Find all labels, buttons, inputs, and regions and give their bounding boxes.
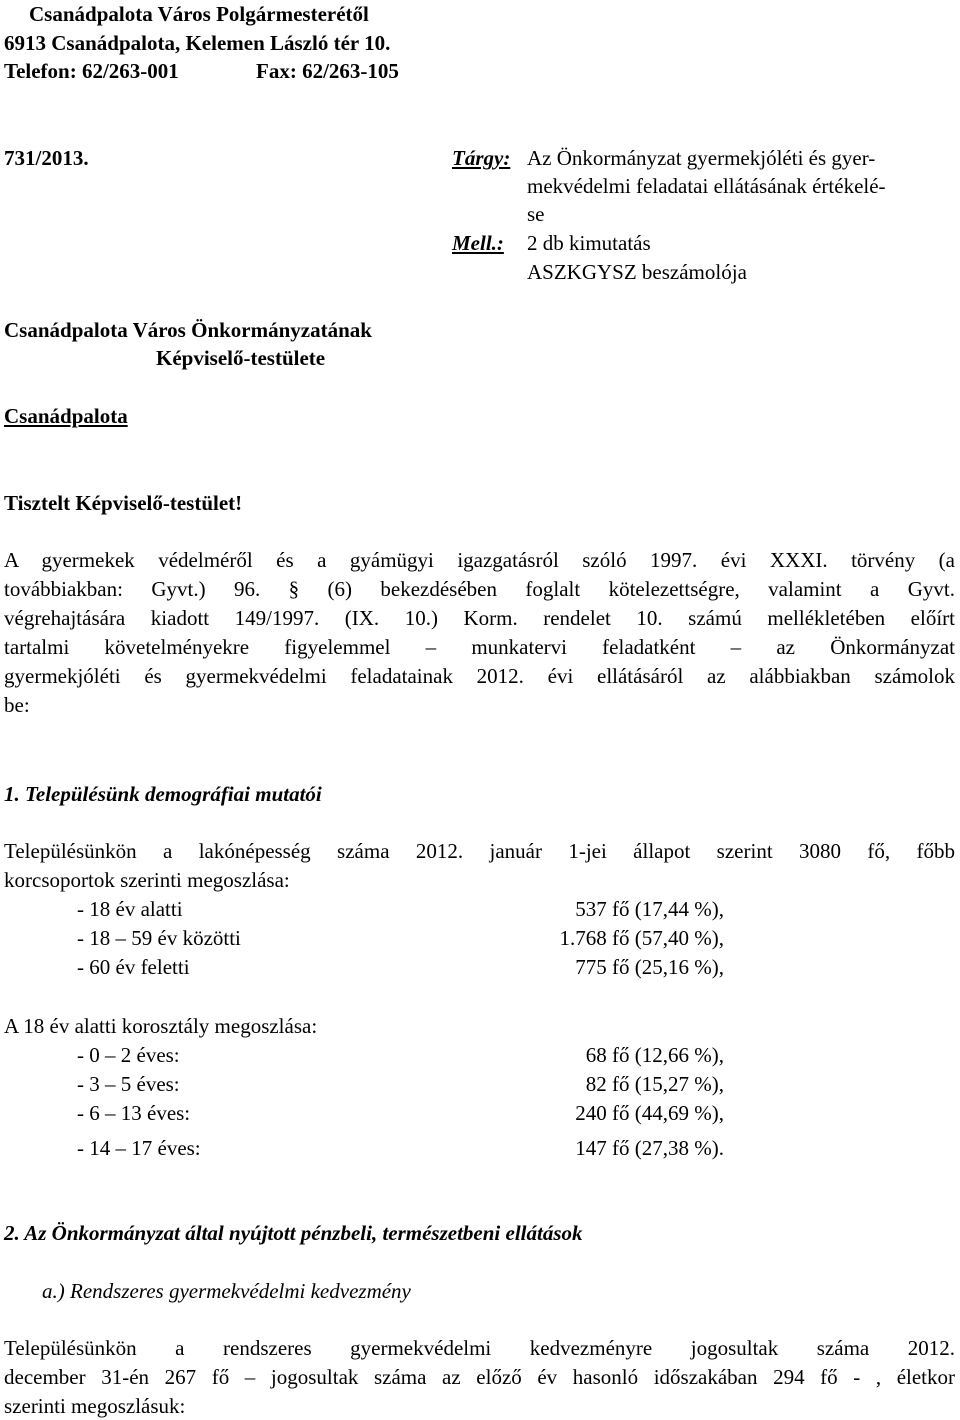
minor-group-value: 68 fő (12,66 %), [585, 1043, 724, 1067]
age-group-value: 537 fő (17,44 %), [575, 897, 724, 921]
section-heading: 2. Az Önkormányzat által nyújtott pénzbeli, természetbeni ellátások [4, 1221, 583, 1245]
sub-heading: A 18 év alatti korosztály megoszlása: [4, 1014, 318, 1038]
sender-phone: Telefon: 62/263-001 [4, 59, 179, 83]
paragraph-line: Településünkön a rendszeres gyermekvédelmi kedvezményre jogosultak száma 2012. [4, 1336, 955, 1360]
addressee-city: Csanádpalota [4, 404, 128, 428]
addressee-line: Csanádpalota Város Önkormányzatának [4, 318, 372, 342]
minor-group-value: 82 fő (15,27 %), [585, 1072, 724, 1096]
paragraph-line: szerinti megoszlásuk: [4, 1394, 186, 1418]
intro-line: be: [4, 693, 30, 717]
attachment-label: Mell.: [452, 231, 504, 255]
salutation: Tisztelt Képviselő-testület! [4, 491, 243, 515]
section-heading: 1. Településünk demográfiai mutatói [4, 782, 322, 806]
intro-line: végrehajtására kiadott 149/1997. (IX. 10.) Korm. rendelet 10. számú mellékletében előírt [4, 606, 955, 630]
intro-line: továbbiakban: Gyvt.) 96. § (6) bekezdésében foglalt kötelezettségre, valamint a Gyvt. [4, 577, 955, 601]
age-group-value: 775 fő (25,16 %), [575, 955, 724, 979]
subject-line: se [527, 202, 545, 226]
subject-label: Tárgy: [452, 146, 511, 170]
age-group-label: - 60 év feletti [77, 955, 190, 979]
intro-line: tartalmi követelményekre figyelemmel – munkatervi feladatként – az Önkormányzat [4, 635, 955, 659]
age-group-value: 1.768 fő (57,40 %), [559, 926, 724, 950]
minor-group-value: 240 fő (44,69 %), [575, 1101, 724, 1125]
intro-line: A gyermekek védelméről és a gyámügyi igazgatásról szóló 1997. évi XXXI. törvény (a [4, 548, 955, 572]
attachment-line: ASZKGYSZ beszámolója [527, 260, 747, 284]
sender-fax: Fax: 62/263-105 [256, 59, 399, 83]
intro-line: gyermekjóléti és gyermekvédelmi feladatainak 2012. évi ellátásáról az alábbiakban számolok [4, 664, 955, 688]
paragraph-line: december 31-én 267 fő – jogosultak száma az előző év hasonló időszakában 294 fő - , életkor [4, 1365, 955, 1389]
subject-line: mekvédelmi feladatai ellátásának értékelé- [527, 174, 886, 198]
minor-group-label: - 6 – 13 éves: [77, 1101, 191, 1125]
subject-line: Az Önkormányzat gyermekjóléti és gyer- [527, 146, 876, 170]
minor-group-label: - 3 – 5 éves: [77, 1072, 180, 1096]
addressee-line: Képviselő-testülete [156, 346, 326, 370]
sender-line: Csanádpalota Város Polgármesterétől [29, 2, 369, 26]
section-subheading: a.) Rendszeres gyermekvédelmi kedvezmény [42, 1279, 411, 1303]
minor-group-value: 147 fő (27,38 %). [575, 1136, 724, 1160]
age-group-label: - 18 – 59 év közötti [77, 926, 241, 950]
age-group-label: - 18 év alatti [77, 897, 183, 921]
attachment-line: 2 db kimutatás [527, 231, 651, 255]
sender-address: 6913 Csanádpalota, Kelemen László tér 10. [4, 31, 391, 55]
reference-number: 731/2013. [4, 146, 89, 170]
paragraph-line: Településünkön a lakónépesség száma 2012. január 1-jei állapot szerint 3080 fő, főbb [4, 839, 955, 863]
minor-group-label: - 0 – 2 éves: [77, 1043, 180, 1067]
minor-group-label: - 14 – 17 éves: [77, 1136, 201, 1160]
paragraph-line: korcsoportok szerinti megoszlása: [4, 868, 290, 892]
